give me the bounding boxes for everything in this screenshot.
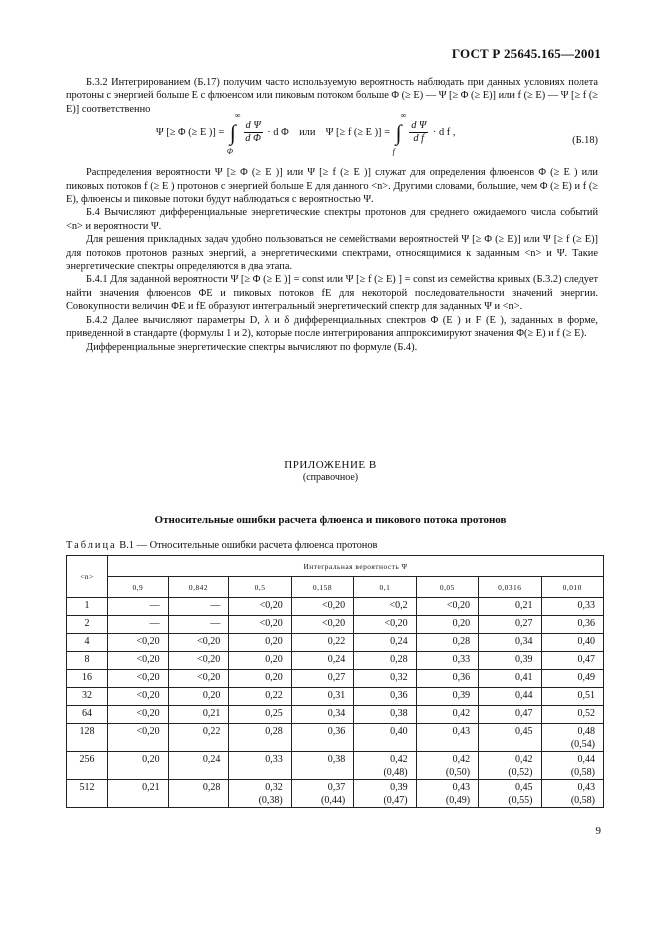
formula-right-suffix: · d f , [432,127,456,139]
table-cell [541,752,604,780]
row-n-value: 4 [67,634,108,652]
cell-value-alt: (0,50) [445,767,471,778]
cell-value: 0,44 [515,690,533,701]
cell-value: 0,28 [265,726,283,737]
formula-left-suffix: · d Φ [267,127,289,139]
table-cell [108,616,169,634]
cell-value: 0,38 [327,754,346,765]
cell-value: 0,22 [202,726,221,737]
table-cell [229,706,291,724]
cell-value: 0,47 [515,708,533,719]
table-cell [416,752,478,780]
table-cell [291,752,353,780]
table-row [67,634,604,652]
cell-value: 0,21 [142,782,160,793]
table-cell [479,652,541,670]
cell-value: <0,20 [322,600,346,611]
integral-sign-right: ∫ [395,119,402,145]
table-cell [354,652,416,670]
cell-value-alt: (0,58) [570,795,595,806]
row-n-value: 64 [67,706,108,724]
cell-value-alt: (0,47) [383,795,408,806]
cell-value: 0,41 [515,672,533,683]
error-table [66,555,604,808]
table-cell [108,634,169,652]
cell-value: 0,28 [390,654,408,665]
column-header-row [67,577,604,598]
integral-right [392,110,407,156]
table-cell [416,670,478,688]
table-cell [291,616,353,634]
cell-value: 0,33 [452,654,471,665]
appendix-title: ПРИЛОЖЕНИЕ В [284,459,377,471]
integral-right-lower: f [392,146,395,156]
formula-b18 [66,110,598,162]
cell-value: 0,43 [452,726,471,737]
table-body [67,598,604,808]
cell-value: <0,20 [197,636,221,647]
table-cell [479,724,541,752]
row-n-value: 512 [67,780,108,808]
column-header: 0,158 [291,577,353,598]
cell-value: <0,20 [136,726,160,737]
cell-value: 0,49 [577,672,595,683]
table-cell [229,724,291,752]
table-row [67,706,604,724]
cell-value: 0,25 [265,708,283,719]
table-cell [229,652,291,670]
table-cell [541,670,604,688]
table-caption-label: Таблица [66,540,117,551]
cell-value: 0,24 [202,754,221,765]
table-cell [168,752,229,780]
table-caption [66,540,377,551]
table-cell [479,634,541,652]
table-caption-text: В.1 — Относительные ошибки расчета флюенса протонов [119,540,378,551]
cell-value: — [149,618,160,629]
cell-value: 0,38 [390,708,408,719]
formula-right-prefix: Ψ [≥ f (≥ E )] = [325,127,390,139]
cell-value: <0,20 [197,654,221,665]
cell-value-alt: (0,44) [321,795,346,806]
cell-value: 0,27 [327,672,346,683]
cell-value: 0,20 [265,636,283,647]
table-cell [479,780,541,808]
table-cell [354,634,416,652]
paragraph-b41: Б.4.1 Для заданной вероятности Ψ [≥ Φ (≥ E )] = const или Ψ [≥ f (≥ E) ] = const из семейства кривых (Б.3.2) следует найти значения флюенсов ΦE и пиковых потоков fE для некоторой последовательности значений энергии. Совокупности величин ΦE и fE образуют интегральный энергетический спектр для заданных Ψ и <n>. [66,274,598,313]
cell-value: <0,20 [259,618,283,629]
cell-value: 0,33 [265,754,283,765]
table-cell [416,706,478,724]
cell-value-alt: (0,38) [258,795,283,806]
column-header: 0,842 [168,577,229,598]
cell-value: <0,2 [389,600,408,611]
table-cell [354,724,416,752]
table-row [67,652,604,670]
cell-value: <0,20 [136,672,160,683]
cell-value: <0,20 [136,708,160,719]
table-row [67,724,604,752]
table-cell [108,598,169,616]
cell-value: 0,45 [515,726,533,737]
cell-value: 0,32 [265,782,283,793]
table-cell [229,780,291,808]
table-row [67,780,604,808]
cell-value: 0,36 [452,672,471,683]
table-cell [229,670,291,688]
table-cell [416,780,478,808]
table-cell [354,780,416,808]
cell-value: <0,20 [259,600,283,611]
cell-value: 0,37 [327,782,346,793]
cell-value-alt: (0,49) [445,795,471,806]
table-cell [108,780,169,808]
cell-value: <0,20 [322,618,346,629]
cell-value: 0,42 [390,754,408,765]
table-row [67,670,604,688]
cell-value: <0,20 [446,600,471,611]
cell-value: 0,43 [452,782,471,793]
table-cell [168,670,229,688]
cell-value: 0,31 [327,690,346,701]
cell-value-alt: (0,54) [570,739,595,750]
probability-group-header: Интегральная вероятность Ψ [108,556,604,577]
cell-value: 0,22 [265,690,283,701]
table-row [67,598,604,616]
cell-value: 0,20 [265,672,283,683]
table-cell [168,634,229,652]
cell-value: 0,36 [327,726,346,737]
formula-connector: или [299,127,316,139]
column-header: 0,1 [354,577,416,598]
cell-value: 0,24 [390,636,408,647]
table-cell [354,706,416,724]
formula-number: (Б.18) [572,135,598,147]
table-cell [354,670,416,688]
cell-value: 0,28 [452,636,471,647]
column-header: 0,9 [108,577,169,598]
cell-value-alt: (0,58) [570,767,595,778]
table-cell [541,652,604,670]
cell-value: 0,20 [142,754,160,765]
section-title: Относительные ошибки расчета флюенса и пикового потока протонов [154,514,507,526]
row-n-value: 16 [67,670,108,688]
cell-value-alt: (0,52) [508,767,533,778]
cell-value: 0,51 [577,690,595,701]
appendix-subtitle: (справочное) [302,472,359,483]
table-cell [354,688,416,706]
table-cell [168,616,229,634]
cell-value: — [210,618,221,629]
cell-value: 0,20 [202,690,221,701]
formula-left-prefix: Ψ [≥ Φ (≥ E )] = [156,127,225,139]
table-cell [168,780,229,808]
cell-value: 0,42 [452,708,471,719]
paragraph-b32: Б.3.2 Интегрированием (Б.17) получим часто используемую вероятность наблюдать при данных условиях полета протоны с энергией больше E с флюенсом или пиковым потоком больше Φ (≥ E) — Ψ [≥ Φ (≥ E)] или f (≥ E) — Ψ [≥ f (≥ E)] соответственно [66,77,598,115]
table-row [67,688,604,706]
table-cell [291,706,353,724]
table-cell [168,688,229,706]
cell-value: <0,20 [384,618,408,629]
cell-value: 0,32 [390,672,408,683]
table-cell [541,724,604,752]
cell-value: — [210,600,221,611]
table-cell [416,724,478,752]
row-n-value: 2 [67,616,108,634]
integral-sign-left: ∫ [229,119,236,145]
cell-value: 0,39 [452,690,471,701]
fraction-right-den: d f [413,133,425,145]
paragraph-b4: Б.4 Вычисляют дифференциальные энергетические спектры протонов для среднего ожидаемого числа событий <n> и вероятности Ψ. [66,207,598,232]
table-row [67,616,604,634]
row-n-value: 1 [67,598,108,616]
cell-value: <0,20 [136,654,160,665]
n-column-header: <n> [67,556,108,598]
table-cell [291,688,353,706]
page-number: 9 [595,825,601,837]
row-n-value: 256 [67,752,108,780]
table-cell [108,724,169,752]
column-header: 0,010 [541,577,604,598]
table-cell [479,598,541,616]
paragraph-b42: Б.4.2 Далее вычисляют параметры D, λ и δ дифференциальных спектров Φ (E ) и F (E ), заданных в форме, приведенной в стандарте (формулы 1 и 2), которые после интегрирования аппроксимируют значения Φ(≥ E) и f (≥ E). [66,314,598,340]
appendix-heading [0,459,661,483]
paragraph-applied: Для решения прикладных задач удобно пользоваться не семействами вероятностей Ψ [≥ Φ (≥ E)] или Ψ [≥ f (≥ E)] для потоков протонов разных энергий, а энергетическими спектрами, относящимися к заданным <n> и Ψ. Такие энергетические спектры определяются в два этапа. [66,234,598,273]
integral-left [226,110,241,156]
fraction-left-den: d Φ [245,133,261,145]
paragraph-distributions: Распределения вероятности Ψ [≥ Φ (≥ E )] или Ψ [≥ f (≥ E )] служат для определения флюенсов Φ (≥ E ) или пиковых потоков f (≥ E ) протонов с энергией больше E для данного <n>. Другими словами, большие, чем Φ (≥ E) и f (≥ E), флюенсы и пиковые потоки будут наблюдаться с вероятностью Ψ. [66,167,598,206]
table-cell [229,598,291,616]
table-cell [229,616,291,634]
cell-value-alt: (0,55) [508,795,533,806]
cell-value: 0,36 [577,618,595,629]
column-header: 0,05 [416,577,478,598]
table-cell [416,634,478,652]
table-cell [291,670,353,688]
cell-value: 0,47 [577,654,595,665]
table-cell [229,688,291,706]
cell-value: 0,44 [577,754,595,765]
table-cell [168,706,229,724]
table-cell [416,652,478,670]
table-cell [479,688,541,706]
table-cell [168,598,229,616]
table-cell [541,598,604,616]
cell-value: — [149,600,160,611]
table-cell [541,780,604,808]
cell-value: 0,52 [577,708,595,719]
table-row [67,752,604,780]
table-cell [416,616,478,634]
table-cell [541,706,604,724]
cell-value: 0,48 [577,726,595,737]
table-cell [291,598,353,616]
row-n-value: 128 [67,724,108,752]
table-cell [479,706,541,724]
row-n-value: 32 [67,688,108,706]
table-cell [416,688,478,706]
cell-value: 0,40 [390,726,408,737]
cell-value: <0,20 [136,690,160,701]
cell-value: 0,21 [515,600,533,611]
integral-right-upper: ∞ [400,110,407,120]
cell-value: 0,45 [515,782,533,793]
table-cell [354,616,416,634]
cell-value: 0,20 [452,618,471,629]
table-cell [354,752,416,780]
cell-value: 0,28 [202,782,221,793]
table-cell [108,670,169,688]
table-cell [168,652,229,670]
table-cell [291,724,353,752]
cell-value: 0,39 [515,654,533,665]
table-cell [229,752,291,780]
paragraph-differential: Дифференциальные энергетические спектры вычисляют по формуле (Б.4). [86,341,418,353]
fraction-left-num: d Ψ [245,120,261,132]
cell-value: 0,33 [577,600,595,611]
cell-value: <0,20 [197,672,221,683]
body-text [66,76,598,354]
fraction-right-num: d Ψ [411,120,427,132]
table-cell [108,652,169,670]
document-header: ГОСТ Р 25645.165—2001 [451,46,601,61]
column-header: 0,0316 [479,577,541,598]
cell-value: 0,42 [452,754,471,765]
cell-value: 0,40 [577,636,595,647]
table-cell [291,780,353,808]
table-cell [108,752,169,780]
cell-value: 0,39 [390,782,408,793]
table-cell [354,598,416,616]
integral-left-lower: Φ [226,146,234,156]
integral-left-upper: ∞ [234,110,241,120]
table-cell [291,634,353,652]
cell-value: <0,20 [136,636,160,647]
cell-value: 0,36 [390,690,408,701]
cell-value: 0,22 [327,636,346,647]
row-n-value: 8 [67,652,108,670]
cell-value: 0,27 [515,618,533,629]
cell-value: 0,42 [515,754,533,765]
table-cell [541,688,604,706]
cell-value: 0,34 [515,636,533,647]
cell-value: 0,43 [577,782,595,793]
table-cell [479,616,541,634]
table-cell [479,670,541,688]
table-cell [108,688,169,706]
table-cell [168,724,229,752]
table-cell [479,752,541,780]
fraction-right [409,120,428,145]
formula-expression [156,110,456,156]
table-cell [541,634,604,652]
table-cell [541,616,604,634]
table-cell [416,598,478,616]
table-cell [291,652,353,670]
table-cell [108,706,169,724]
table-cell [229,634,291,652]
cell-value: 0,34 [327,708,346,719]
fraction-left [244,120,263,145]
column-header: 0,5 [229,577,291,598]
cell-value-alt: (0,48) [383,767,408,778]
cell-value: 0,21 [202,708,221,719]
cell-value: 0,24 [327,654,346,665]
cell-value: 0,20 [265,654,283,665]
